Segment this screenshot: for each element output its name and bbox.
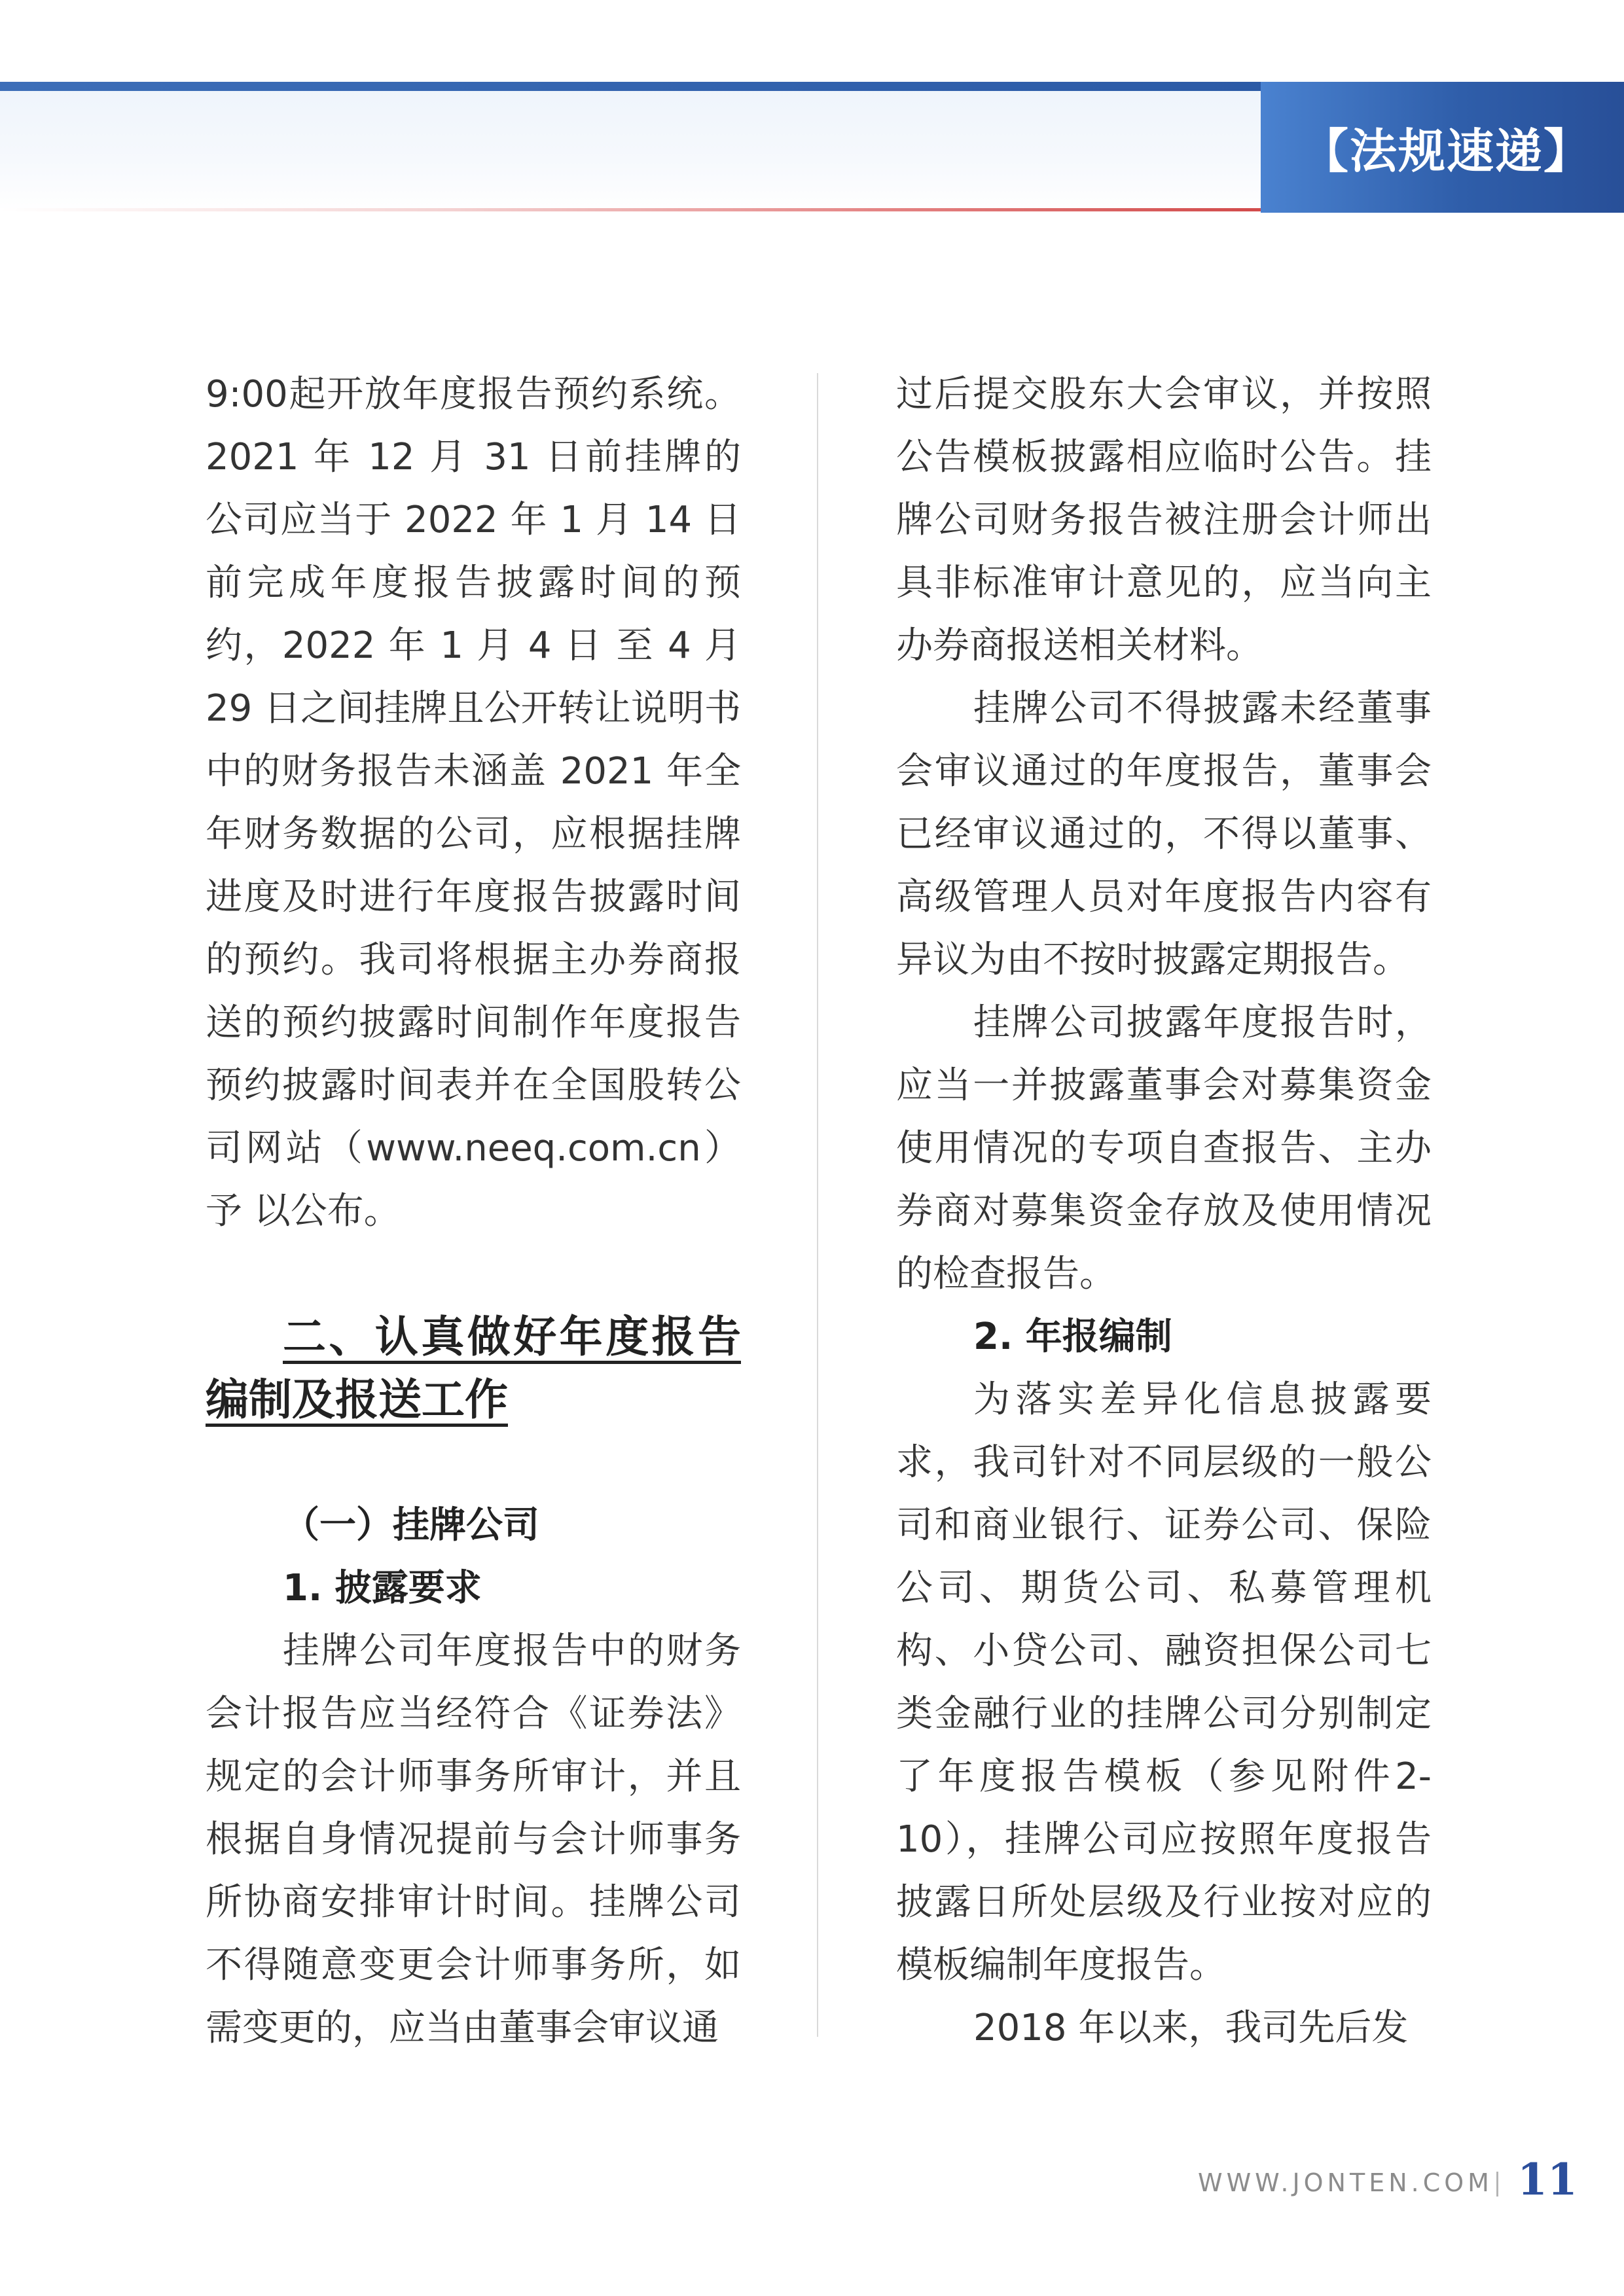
header-top-line (0, 82, 1261, 91)
paragraph: 挂牌公司年度报告中的财务会计报告应当经符合《证券法》规定的会计师事务所审计，并且根据自身情况提前与会计师事务所协商安排审计时间。挂牌公司不得随意变更会计师事务所，如需变更的，应当由董事会审议通 (206, 1630, 741, 2049)
section-title: 二、认真做好年度报告编制及报送工作 (206, 1312, 741, 1425)
paragraph: 过后提交股东大会审议，并按照公告模板披露相应临时公告。挂牌公司财务报告被注册会计师出具非标准审计意见的，应当向主办券商报送相关材料。 (896, 373, 1432, 667)
section-tag (1261, 82, 1624, 213)
left-column (206, 363, 741, 2060)
footer-url[interactable]: WWW.JONTEN.COM (1198, 2168, 1493, 2197)
sub-heading: 1. 披露要求 (283, 1567, 482, 1609)
paragraph: 挂牌公司披露年度报告时，应当一并披露董事会对募集资金使用情况的专项自查报告、主办券商对募集资金存放及使用情况的检查报告。 (896, 1001, 1432, 1295)
right-column (896, 363, 1432, 2060)
header-accent-line (0, 208, 1261, 211)
sub-heading: （一）挂牌公司 (283, 1504, 539, 1547)
paragraph: 为落实差异化信息披露要求，我司针对不同层级的一般公司和商业银行、证券公司、保险公司、期货公司、私募管理机构、小贷公司、融资担保公司七类金融行业的挂牌公司分别制定了年度报告模板（参见附件2-10），挂牌公司应按照年度报告披露日所处层级及行业按对应的模板编制年度报告。 (896, 1378, 1432, 1986)
paragraph: 2018 年以来，我司先后发 (973, 2007, 1409, 2049)
sub-heading: 2. 年报编制 (973, 1316, 1172, 1358)
paragraph: 9:00起开放年度报告预约系统。2021 年 12 月 31 日前挂牌的公司应当于 2022 年 1 月 14 日前完成年度报告披露时间的预约，2022 年 1 月 4 日 至 4 月 29 日之间挂牌且公开转让说明书中的财务报告未涵盖 2021 年全年财务数据的公司，应根据挂牌进度及时进行年度报告披露时间的预约。我司将根据主办券商报送的预约披露时间制作年度报告预约披露时间表并在全国股转公司网站（www.neeq.com.cn） 予 以公布。 (206, 373, 741, 1232)
column-divider (817, 373, 818, 2037)
header-band (0, 82, 1261, 213)
page-number: 11 (1517, 2154, 1578, 2205)
paragraph: 挂牌公司不得披露未经董事会审议通过的年度报告，董事会已经审议通过的，不得以董事、高级管理人员对年度报告内容有异议为由不按时披露定期报告。 (896, 687, 1432, 981)
section-tag-label: 【法规速递】 (1301, 124, 1593, 179)
footer-separator (1496, 2172, 1498, 2197)
